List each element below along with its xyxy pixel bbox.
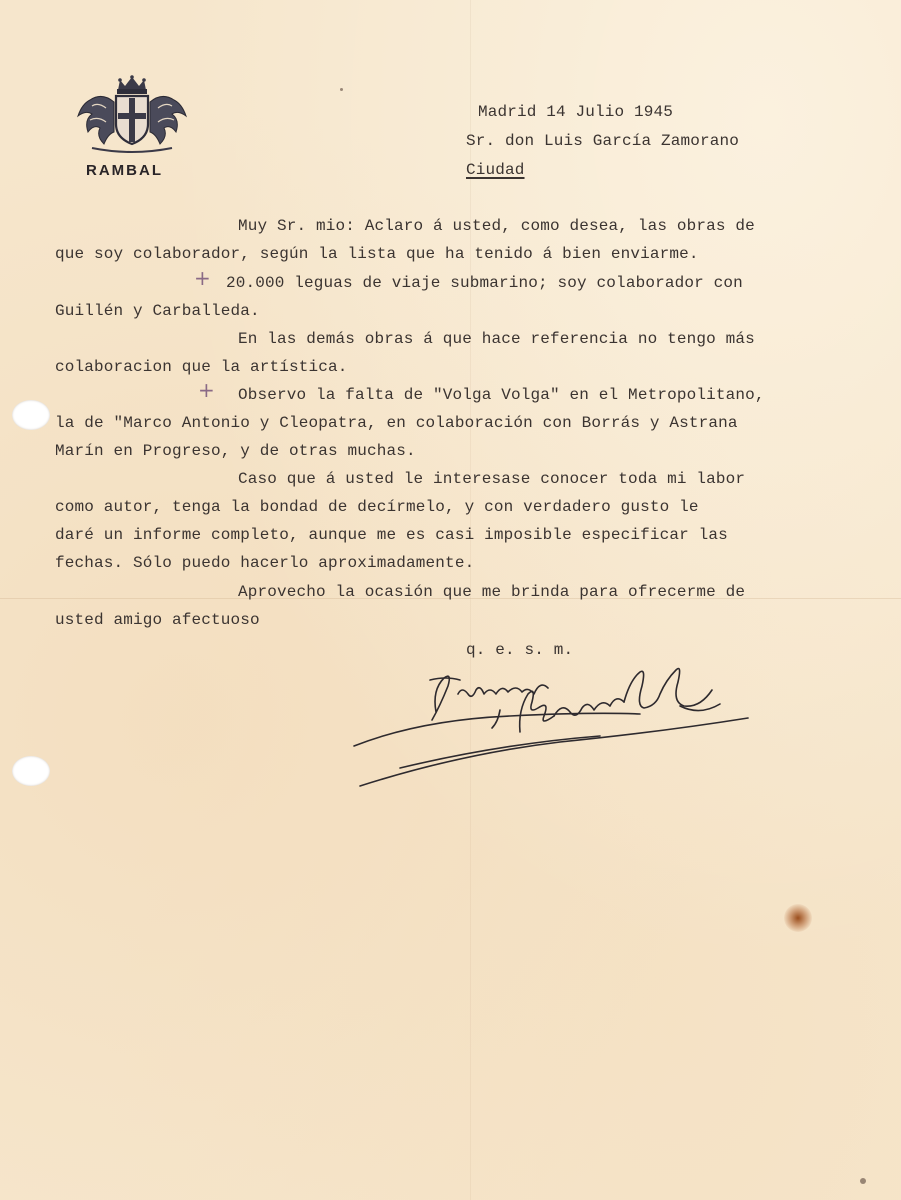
body-line: que soy colaborador, según la lista que ha tenido á bien enviarme. (55, 245, 699, 263)
handwritten-signature (340, 650, 760, 800)
rust-stain (784, 904, 812, 932)
body-line: la de "Marco Antonio y Cleopatra, en colaboración con Borrás y Astrana (55, 414, 738, 432)
body-line: daré un informe completo, aunque me es casi imposible especificar las (55, 526, 728, 544)
punch-hole (12, 400, 50, 430)
body-line: como autor, tenga la bondad de decírmelo, y con verdadero gusto le (55, 498, 699, 516)
heraldic-crest-icon (72, 72, 192, 156)
body-line: Marín en Progreso, y de otras muchas. (55, 442, 416, 460)
body-line: Observo la falta de "Volga Volga" en el Metropolitano, (238, 386, 765, 404)
body-line: En las demás obras á que hace referencia no tengo más (238, 330, 755, 348)
body-line: colaboracion que la artística. (55, 358, 348, 376)
punch-hole (12, 756, 50, 786)
recipient-name: Sr. don Luis García Zamorano (466, 132, 740, 150)
ink-spot (340, 88, 343, 91)
body-line: Aprovecho la ocasión que me brinda para ofrecerme de (238, 583, 746, 601)
body-line: Guillén y Carballeda. (55, 302, 260, 320)
ink-spot (860, 1178, 866, 1184)
place-date: Madrid 14 Julio 1945 (478, 103, 674, 121)
body-line: usted amigo afectuoso (55, 611, 260, 629)
closing-salutation: q. e. s. m. (466, 641, 574, 659)
pencil-margin-mark: + (194, 266, 211, 290)
letterhead-brand: RAMBAL (86, 162, 163, 179)
body-line: Caso que á usted le interesase conocer toda mi labor (238, 470, 746, 488)
body-line: Muy Sr. mio: Aclaro á usted, como desea, las obras de (238, 217, 755, 235)
body-line: fechas. Sólo puedo hacerlo aproximadamente. (55, 554, 475, 572)
pencil-margin-mark: + (198, 378, 215, 402)
recipient-city: Ciudad (466, 161, 525, 179)
body-line: 20.000 leguas de viaje submarino; soy colaborador con (226, 274, 743, 292)
